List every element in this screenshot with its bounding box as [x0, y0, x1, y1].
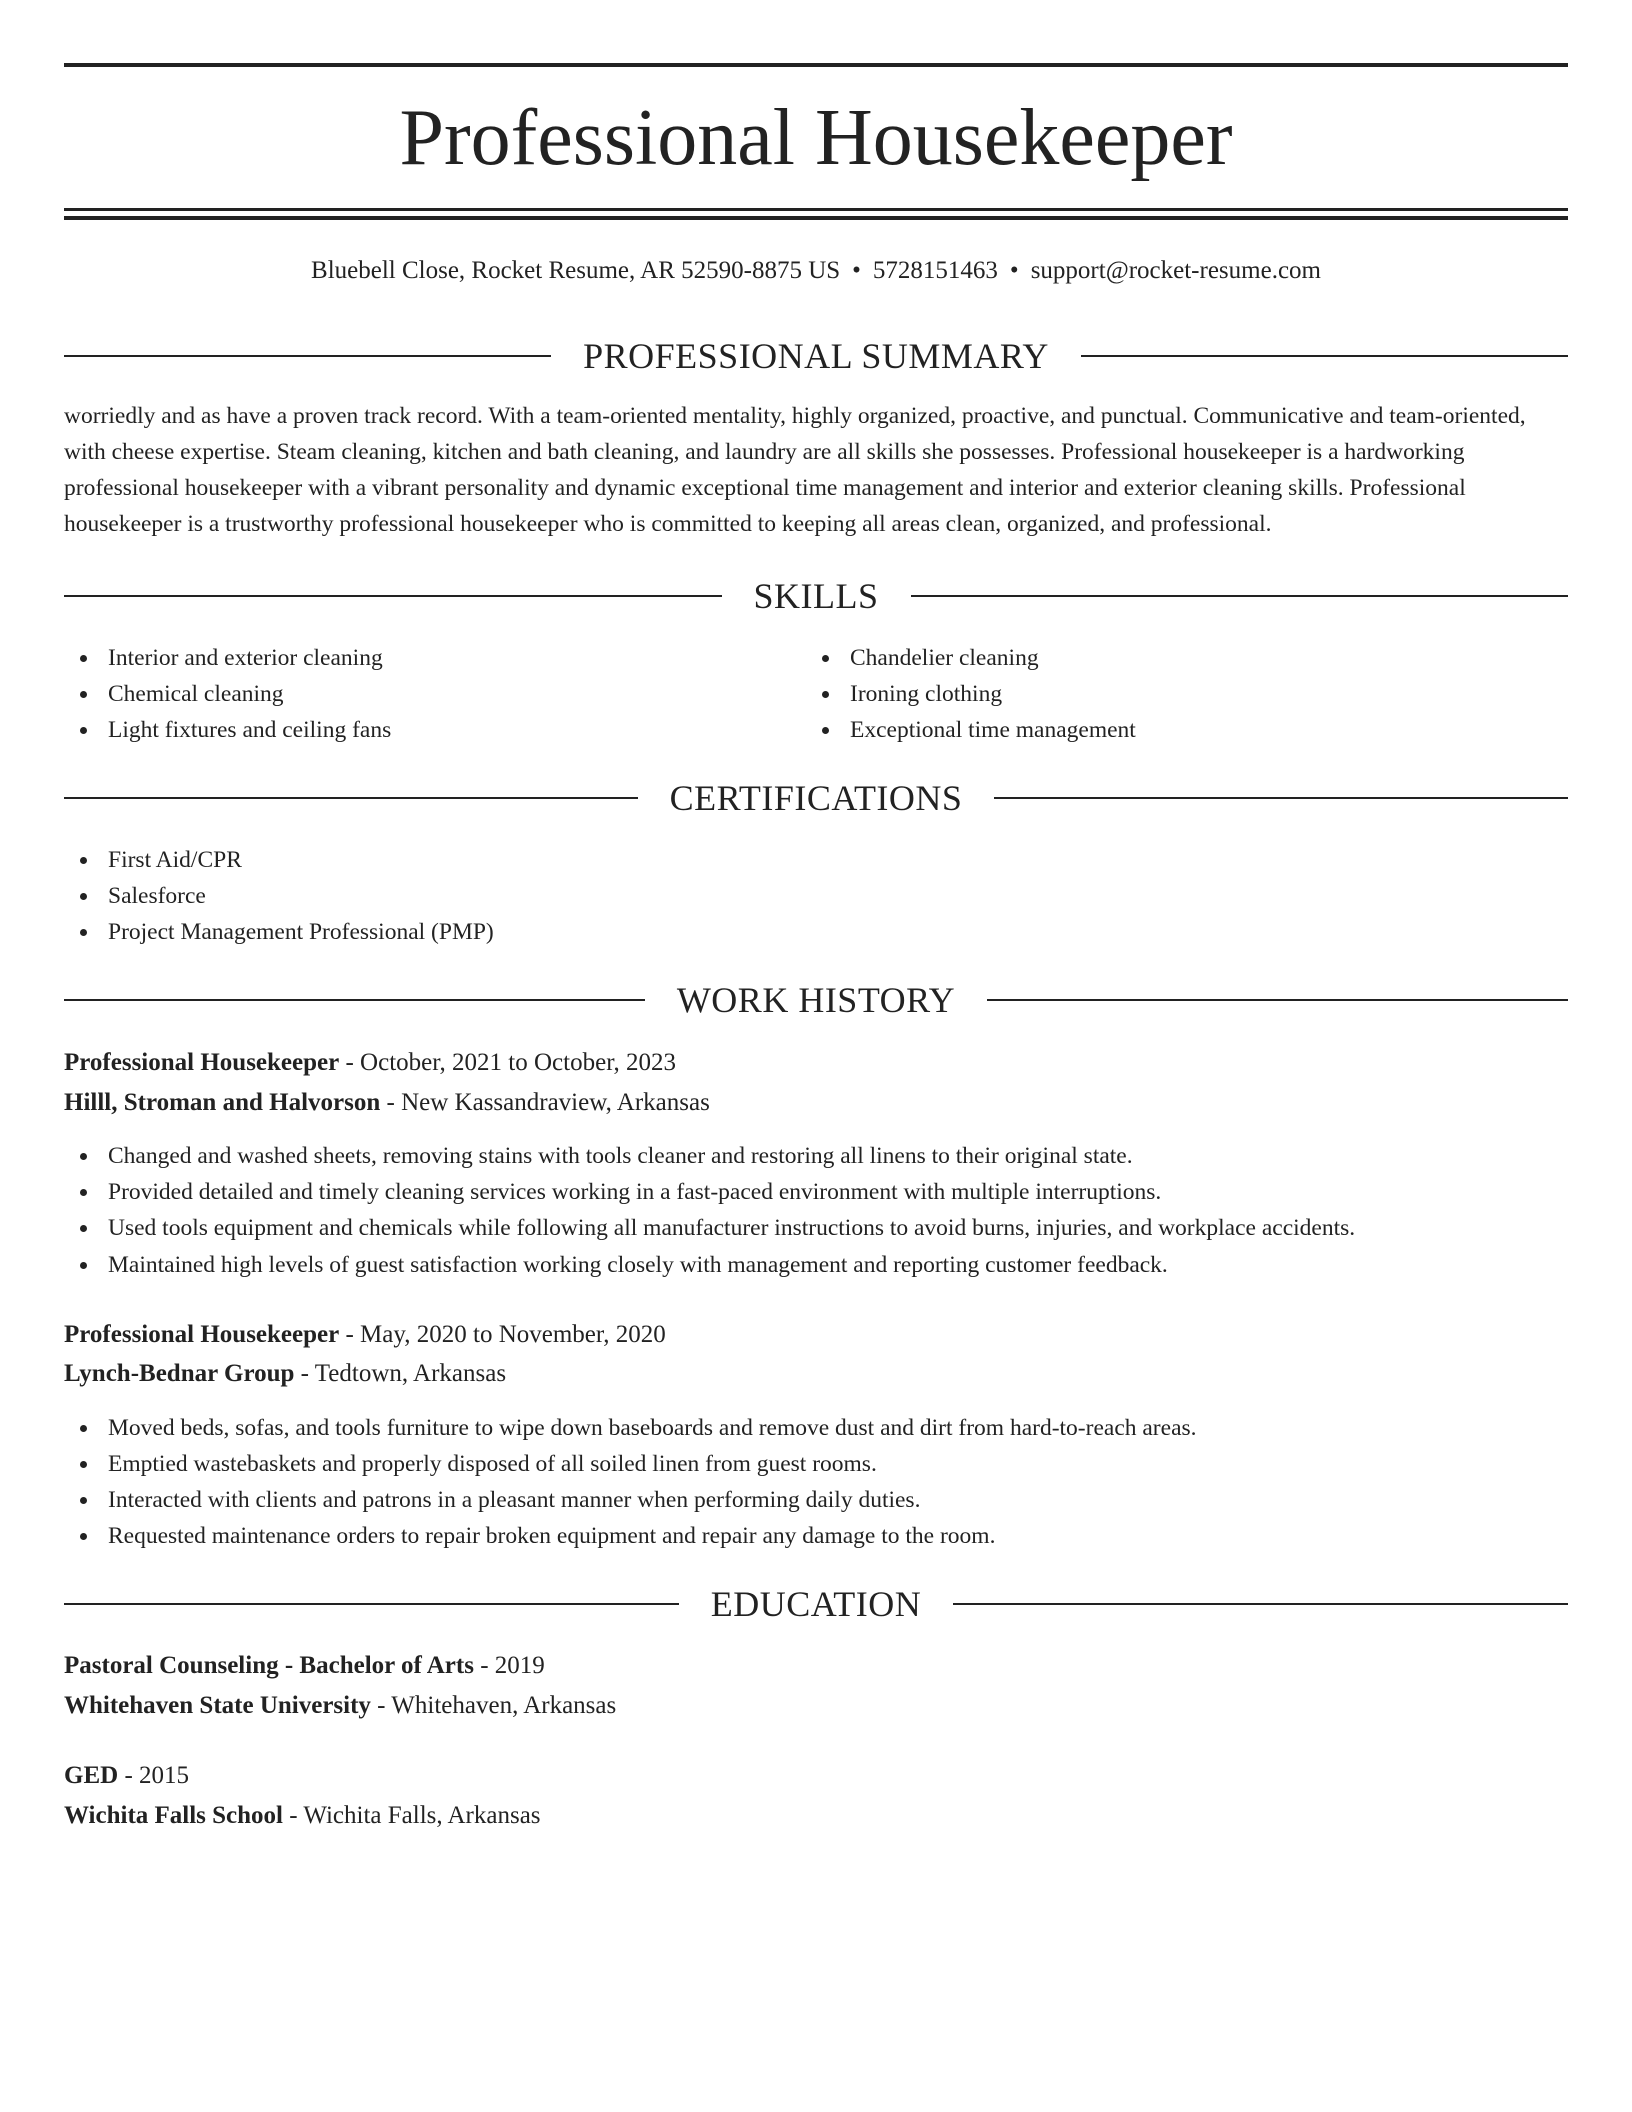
section-rule	[64, 355, 551, 357]
header-double-rule-lower	[64, 216, 1568, 220]
section-rule	[1081, 355, 1568, 357]
contact-separator: •	[1009, 257, 1019, 284]
contact-phone: 5728151463	[872, 257, 998, 284]
section-heading-work-history	[64, 978, 1568, 1022]
list-item: Provided detailed and timely cleaning services working in a fast-paced environment with multiple interruptions.	[64, 1174, 1568, 1210]
job-duties-list	[64, 1410, 1568, 1554]
education-school-line	[64, 1798, 1568, 1834]
list-item: Interacted with clients and patrons in a pleasant manner when performing daily duties.	[64, 1482, 1568, 1518]
summary-text: worriedly and as have a proven track record. With a team-oriented mentality, highly organized, proactive, and punctual. Communicative and team-oriented, with cheese expertise. Steam cleaning, kitchen and bath cleaning, and laundry are all skills she possesses. Professional housekeeper is a hardworking professional housekeeper with a vibrant personality and dynamic exceptional time management and interior and exterior cleaning skills. Professional housekeeper is a trustworthy professional housekeeper who is committed to keeping all areas clean, organized, and professional.	[64, 403, 1526, 537]
education-degree: GED	[64, 1762, 119, 1789]
list-item: Emptied wastebaskets and properly disposed of all soiled linen from guest rooms.	[64, 1446, 1568, 1482]
contact-address: Bluebell Close, Rocket Resume, AR 52590-8875 US	[311, 257, 841, 284]
list-item: Light fixtures and ceiling fans	[64, 712, 804, 748]
education-degree-line	[64, 1758, 1568, 1794]
list-item: Chemical cleaning	[64, 676, 804, 712]
job-duties-list	[64, 1138, 1568, 1283]
education-school: Whitehaven State University	[64, 1692, 371, 1719]
education-year: - 2019	[473, 1652, 545, 1679]
education-school: Wichita Falls School	[64, 1802, 284, 1829]
skills-list-right	[806, 640, 1546, 748]
section-rule	[64, 1603, 679, 1605]
resume-name-title: Professional Housekeeper	[399, 94, 1233, 182]
list-item: Changed and washed sheets, removing stains with tools cleaner and restoring all linens to their original state.	[64, 1138, 1568, 1174]
job-location: - Tedtown, Arkansas	[294, 1360, 507, 1387]
section-rule	[64, 797, 638, 799]
job-company: Hilll, Stroman and Halvorson	[64, 1089, 381, 1116]
list-item: Maintained high levels of guest satisfaction working closely with management and reporting customer feedback.	[64, 1247, 1568, 1283]
section-rule	[64, 999, 645, 1001]
list-item: Requested maintenance orders to repair broken equipment and repair any damage to the room.	[64, 1518, 1568, 1554]
section-rule	[911, 595, 1569, 597]
contact-email: support@rocket-resume.com	[1030, 257, 1321, 284]
education-degree: Pastoral Counseling - Bachelor of Arts	[64, 1652, 474, 1679]
contact-info	[64, 254, 1568, 288]
section-heading-certifications	[64, 776, 1568, 820]
section-rule	[64, 595, 722, 597]
certifications-list	[64, 842, 1568, 950]
section-rule	[994, 797, 1568, 799]
section-title: SKILLS	[753, 576, 879, 616]
section-rule	[987, 999, 1568, 1001]
list-item: Interior and exterior cleaning	[64, 640, 804, 676]
header-top-rule	[64, 63, 1568, 67]
section-title: PROFESSIONAL SUMMARY	[583, 336, 1049, 376]
section-title: CERTIFICATIONS	[669, 778, 963, 818]
education-school-line	[64, 1688, 1568, 1724]
education-location: - Whitehaven, Arkansas	[370, 1692, 617, 1719]
job-company-line	[64, 1356, 1568, 1392]
contact-separator: •	[852, 257, 861, 284]
list-item: Project Management Professional (PMP)	[64, 914, 1568, 950]
section-rule	[953, 1603, 1568, 1605]
section-heading-education	[64, 1582, 1568, 1626]
education-location: - Wichita Falls, Arkansas	[283, 1802, 541, 1829]
section-heading-skills	[64, 574, 1568, 618]
job-role: Professional Housekeeper	[64, 1049, 340, 1076]
job-dates: - May, 2020 to November, 2020	[339, 1321, 666, 1348]
list-item: Chandelier cleaning	[806, 640, 1546, 676]
education-degree-line	[64, 1648, 1568, 1684]
job-company: Lynch-Bednar Group	[64, 1360, 295, 1387]
job-dates: - October, 2021 to October, 2023	[339, 1049, 677, 1076]
list-item: First Aid/CPR	[64, 842, 1568, 878]
list-item: Used tools equipment and chemicals while following all manufacturer instructions to avoid burns, injuries, and workplace accidents.	[64, 1210, 1568, 1246]
job-company-line	[64, 1085, 1568, 1121]
section-heading-summary	[64, 334, 1568, 378]
list-item: Exceptional time management	[806, 712, 1546, 748]
section-title: WORK HISTORY	[676, 980, 956, 1020]
list-item: Moved beds, sofas, and tools furniture to wipe down baseboards and remove dust and dirt from hard-to-reach areas.	[64, 1410, 1568, 1446]
job-role: Professional Housekeeper	[64, 1321, 340, 1348]
job-title-line	[64, 1045, 1568, 1081]
education-year: - 2015	[118, 1762, 190, 1789]
section-title: EDUCATION	[710, 1584, 922, 1624]
header-double-rule-upper	[64, 208, 1568, 211]
skills-list-left	[64, 640, 804, 748]
list-item: Salesforce	[64, 878, 1568, 914]
job-title-line	[64, 1317, 1568, 1353]
job-location: - New Kassandraview, Arkansas	[380, 1089, 710, 1116]
list-item: Ironing clothing	[806, 676, 1546, 712]
